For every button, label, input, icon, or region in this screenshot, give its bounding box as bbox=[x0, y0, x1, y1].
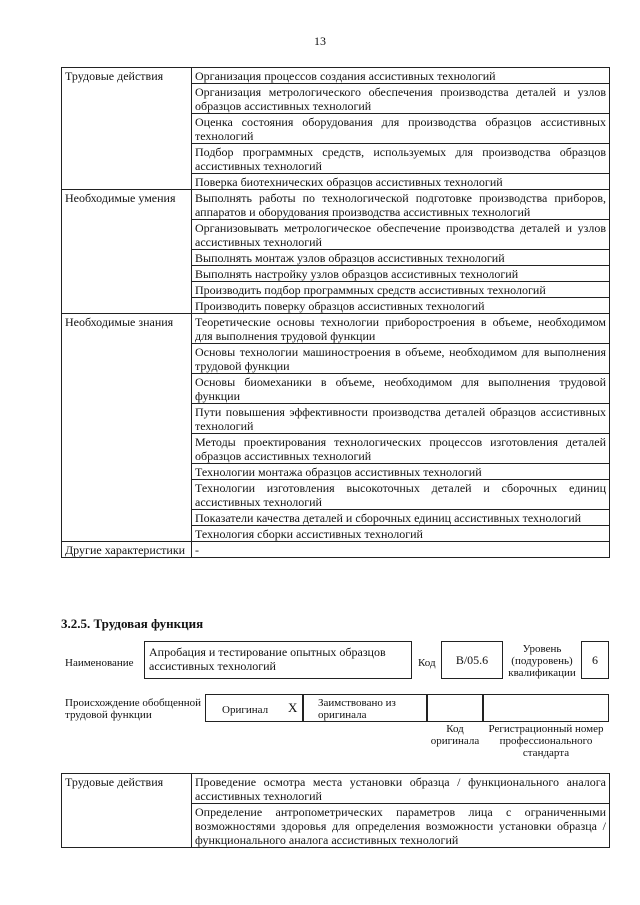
table-cell: Теоретические основы технологии приборостроения в объеме, необходимом для выполнения трудовой функции bbox=[192, 314, 610, 344]
table-cell: Технология сборки ассистивных технологий bbox=[192, 526, 610, 542]
borrowed-label: Заимствовано из оригинала bbox=[318, 697, 396, 721]
name-label: Наименование bbox=[65, 657, 134, 669]
table-row bbox=[62, 190, 610, 220]
code-value-box bbox=[441, 641, 503, 679]
original-label: Оригинал bbox=[222, 704, 269, 716]
code-label: Код bbox=[418, 657, 436, 669]
level-value-box bbox=[581, 641, 609, 679]
table-cell: Основы технологии машиностроения в объеме, необходимом для выполнения трудовой функции bbox=[192, 344, 610, 374]
table-cell: Показатели качества деталей и сборочных единиц ассистивных технологий bbox=[192, 510, 610, 526]
level-label: Уровень (подуровень) квалификации bbox=[508, 643, 576, 679]
table-cell: Оценка состояния оборудования для производства образцов ассистивных технологий bbox=[192, 114, 610, 144]
row-group-label: Другие характеристики bbox=[62, 542, 192, 558]
table-cell: Пути повышения эффективности производства деталей образцов ассистивных технологий bbox=[192, 404, 610, 434]
labor-actions-table bbox=[61, 773, 610, 848]
table-row bbox=[62, 314, 610, 344]
table-cell: Подбор программных средств, используемых для производства образцов ассистивных технологий bbox=[192, 144, 610, 174]
table-cell: Основы биомеханики в объеме, необходимом для выполнения трудовой функции bbox=[192, 374, 610, 404]
level-value: 6 bbox=[592, 653, 598, 667]
table-cell: Выполнять настройку узлов образцов ассистивных технологий bbox=[192, 266, 610, 282]
table-cell: Организовывать метрологическое обеспечение производства деталей и узлов ассистивных технологий bbox=[192, 220, 610, 250]
table-row bbox=[62, 542, 610, 558]
table-row bbox=[62, 68, 610, 84]
code-original-caption: Код оригинала bbox=[430, 723, 480, 747]
borrowed-box bbox=[303, 694, 427, 722]
origin-label: Происхождение обобщенной трудовой функции bbox=[65, 697, 202, 721]
table-cell: Методы проектирования технологических процессов изготовления деталей образцов ассистивных технологий bbox=[192, 434, 610, 464]
table-cell: Организация метрологического обеспечения производства деталей и узлов образцов ассистивных технологий bbox=[192, 84, 610, 114]
labor-function-table bbox=[61, 67, 610, 558]
function-name-value: Апробация и тестирование опытных образцов ассистивных технологий bbox=[149, 645, 386, 673]
table-cell: Определение антропометрических параметров лица с ограниченными возможностями здоровья для определения возможности установки образца / функционального аналога ассистивных технологий bbox=[192, 804, 610, 848]
original-mark: X bbox=[288, 700, 298, 715]
row-group-label: Необходимые умения bbox=[62, 190, 192, 314]
page-number: 13 bbox=[314, 34, 326, 48]
original-box bbox=[205, 694, 303, 722]
table-cell: Производить подбор программных средств ассистивных технологий bbox=[192, 282, 610, 298]
table-cell: Технологии изготовления высокоточных деталей и сборочных единиц ассистивных технологий bbox=[192, 480, 610, 510]
row-group-label: Трудовые действия bbox=[62, 774, 192, 848]
table-cell: Выполнять монтаж узлов образцов ассистивных технологий bbox=[192, 250, 610, 266]
row-group-label: Необходимые знания bbox=[62, 314, 192, 542]
function-name-box bbox=[144, 641, 412, 679]
reg-number-caption: Регистрационный номер профессионального стандарта bbox=[488, 723, 604, 759]
section-title: 3.2.5. Трудовая функция bbox=[61, 616, 204, 631]
table-cell: Проведение осмотра места установки образца / функционального аналога ассистивных технологий bbox=[192, 774, 610, 804]
table-cell: Производить поверку образцов ассистивных технологий bbox=[192, 298, 610, 314]
row-group-label: Трудовые действия bbox=[62, 68, 192, 190]
table-row bbox=[62, 774, 610, 804]
table-cell: Выполнять работы по технологической подготовке производства приборов, аппаратов и оборудования производства ассистивных технологий bbox=[192, 190, 610, 220]
table-cell: Поверка биотехнических образцов ассистивных технологий bbox=[192, 174, 610, 190]
code-original-box bbox=[427, 694, 483, 722]
code-value: B/05.6 bbox=[455, 653, 489, 667]
table-cell: Организация процессов создания ассистивных технологий bbox=[192, 68, 610, 84]
reg-number-box bbox=[483, 694, 609, 722]
table-cell: - bbox=[192, 542, 610, 558]
table-cell: Технологии монтажа образцов ассистивных технологий bbox=[192, 464, 610, 480]
